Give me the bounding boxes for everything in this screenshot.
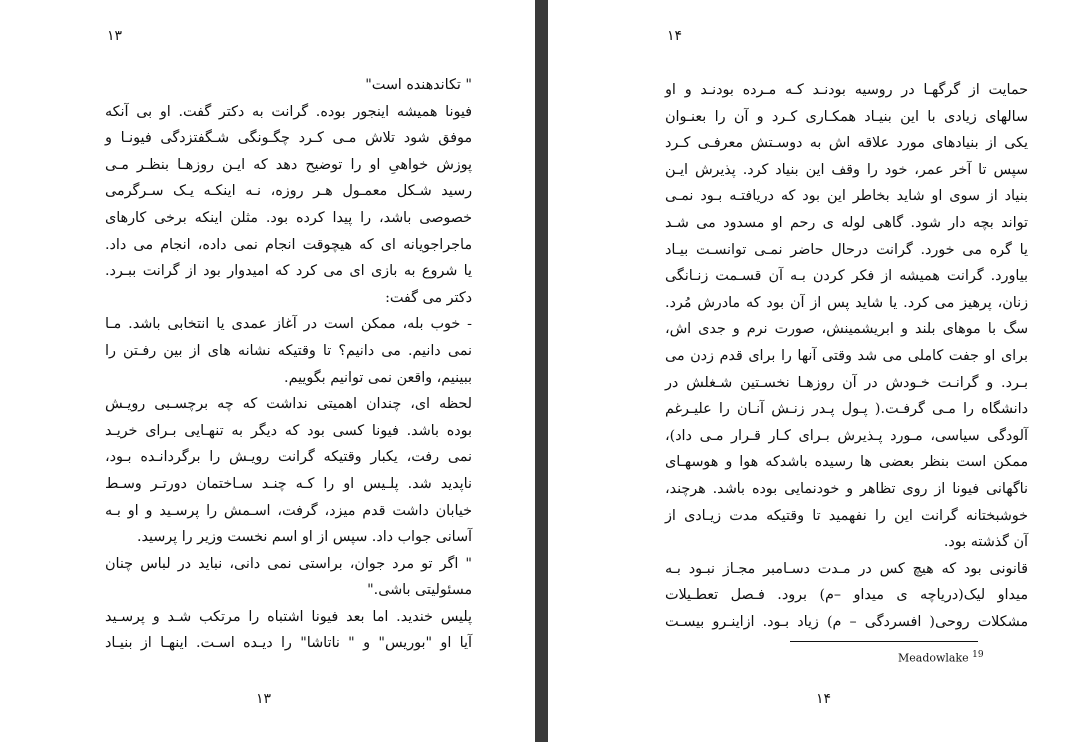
- left-page-header-number: ۱۳: [107, 28, 123, 44]
- text-line: ناگهانی فیونا از روی تظاهر و خودنمایی بوده باشد. هرچند،: [665, 480, 1028, 497]
- right-page-header-number: ۱۴: [667, 28, 683, 44]
- footnote-divider: [790, 641, 978, 642]
- text-line: ببینیم، واقعن نمی توانیم بگوییم.: [284, 369, 472, 386]
- text-line: موفق شود تلاش مـی کـرد چگـونگی شـگفتزدگی فیونـا و: [105, 130, 472, 147]
- text-line: مشکلات روحی( افسردگی – م) زیاد بـود. ازاینـرو بیسـت: [665, 613, 1028, 630]
- text-line: سپس تا آخر عمر، خود را وقف این بنیاد کرد. پذیرش ایـن: [665, 161, 1028, 178]
- text-line: فیونا همیشه اینجور بوده. گرانت به دکتر گفت. او بی آنکه: [105, 103, 472, 120]
- text-line: خصوصی باشد، را پیدا کرده بود. مثلن اینکه برخی کارهای: [105, 209, 472, 226]
- text-line: مسئولیتی باشی.": [367, 582, 472, 599]
- text-line: رسید شـکل معمـول هـر روزه، نـه اینکـه یـک سـرگرمی: [105, 183, 472, 200]
- text-line: قانونی بود که هیچ کس در مـدت دسـامبر مجـاز نبـود بـه: [665, 560, 1028, 577]
- footnote-number: 19: [972, 650, 984, 660]
- text-line: آیا او "بوریس" و " ناتاشا" را دیـده اسـت. اینهـا از بنیـاد: [105, 635, 472, 652]
- text-line: حمایت از گرگهـا در روسیه بودنـد کـه مـرده بودنـد و او: [665, 82, 1028, 98]
- text-line: تواند بچه دار شود. گاهی لوله ی رحم او مسدود می شـد: [665, 214, 1028, 231]
- text-line: بیاورد. گرانت همیشه از فکر کردن بـه آن قسـمت زنـانگی: [665, 268, 1028, 285]
- text-line: لحظه ای، چندان اهمیتی نداشت که چه برچسـبی رویـش: [105, 396, 472, 413]
- text-line: ماجراجویانه ای که هیچوقت انجام نمی داده، انجام می داد.: [105, 236, 472, 253]
- text-line: یا گره می خورد. گرانت درحال حاضر نمـی توانسـت بیـاد: [665, 241, 1028, 258]
- right-page: [548, 0, 1083, 742]
- text-line: دکتر می گفت:: [385, 289, 472, 306]
- text-line: پلیس خندید. اما بعد فیونا اشتباه را مرتکب شـد و پرسـید: [105, 608, 472, 625]
- footnote-text: Meadowlake: [898, 651, 969, 665]
- right-page-footer-number: ۱۴: [816, 691, 832, 707]
- text-line: آسانی جواب داد. سپس از او اسم نخست وزیر را پرسید.: [136, 529, 472, 546]
- text-line: سگ با موهای بلند و ابریشمینش، صورت نرم و جدی اش،: [665, 321, 1028, 338]
- left-page: [0, 0, 535, 742]
- text-line: " اگر تو مرد جوان، براستی نمی دانی، نباید در لباس چنان: [105, 555, 472, 572]
- text-line: دانشگاه را مـی گرفـت.( پـول پـدر زنـش آنـان را علیـرغم: [665, 401, 1028, 418]
- text-line: خوشبختانه گرانت این را نفهمید تا وقتیکه مدت زیـادی از: [665, 507, 1028, 524]
- text-line: ممکن است بنظر بعضی ها رسیده باشدکه هوا و هوسهـای: [665, 454, 1028, 471]
- text-line: سالهای زیادی با این بنیـاد همکـاری کـرد و آن را بعنـوان: [665, 108, 1028, 125]
- text-line: نمی دانیم. می دانیم؟ تا وقتیکه نشانه های از بین رفـتن را: [105, 342, 472, 359]
- text-line: بـرد. و گرانـت خـودش در آن روزهـا نخسـتین شـغلش در: [665, 374, 1028, 391]
- text-line: ناپدید شد. پلـیس او را کـه چنـد سـاختمان دورتـر وسـط: [105, 475, 472, 492]
- text-line: " تکاندهنده است": [365, 77, 472, 93]
- text-line: بنیاد از سوی او شاید بخاطر این بود که دریافتـه بـود نمـی: [665, 188, 1028, 205]
- left-page-footer-number: ۱۳: [256, 691, 272, 707]
- text-line: آن گذشته بود.: [943, 534, 1028, 551]
- text-line: بوده باشد. فیونا کسی بود که دیگر به تنهـایی بـرای خریـد: [105, 422, 472, 439]
- text-line: - خوب بله، ممکن است در آغاز عمدی یا انتخابی باشد. مـا: [105, 316, 472, 333]
- text-line: یکی از بنیادهای مورد علاقه اش به دوسـتش معرفـی کـرد: [665, 135, 1028, 152]
- text-line: پوزش خواهیِ او را توضیح دهد که ایـن روزهـا بنظـر مـی: [105, 156, 472, 173]
- text-line: نمی رفت، یکبار وقتیکه گرانت رویـش را برگردانـده بـود،: [105, 449, 472, 466]
- text-line: زنان، پرهیز می کرد. یا شاید پس از آن بود که مادرش مُرد.: [665, 294, 1028, 311]
- text-line: میداو لیک(دریاچه ی میداو –م) برود. فـصل تعطـیلات: [665, 587, 1028, 604]
- text-line: خیابان داشت قدم میزد، گرفت، اسـمش را پرسـید و او بـه: [105, 502, 472, 519]
- text-line: برای او جفت کاملی می شد وقتی آنها را برای قدم زدن می: [665, 347, 1028, 364]
- book-gutter: [535, 0, 548, 742]
- text-line: یا شروع به بازی ای می کرد که امیدوار بود از گرانت ببـرد.: [105, 263, 472, 280]
- footnote: [898, 650, 984, 665]
- right-page-body: [665, 77, 1028, 635]
- text-line: آلودگی سیاسی، مـورد پـذیرش بـرای کـار قـرار مـی داد)،: [665, 427, 1028, 444]
- left-page-body: [105, 72, 472, 657]
